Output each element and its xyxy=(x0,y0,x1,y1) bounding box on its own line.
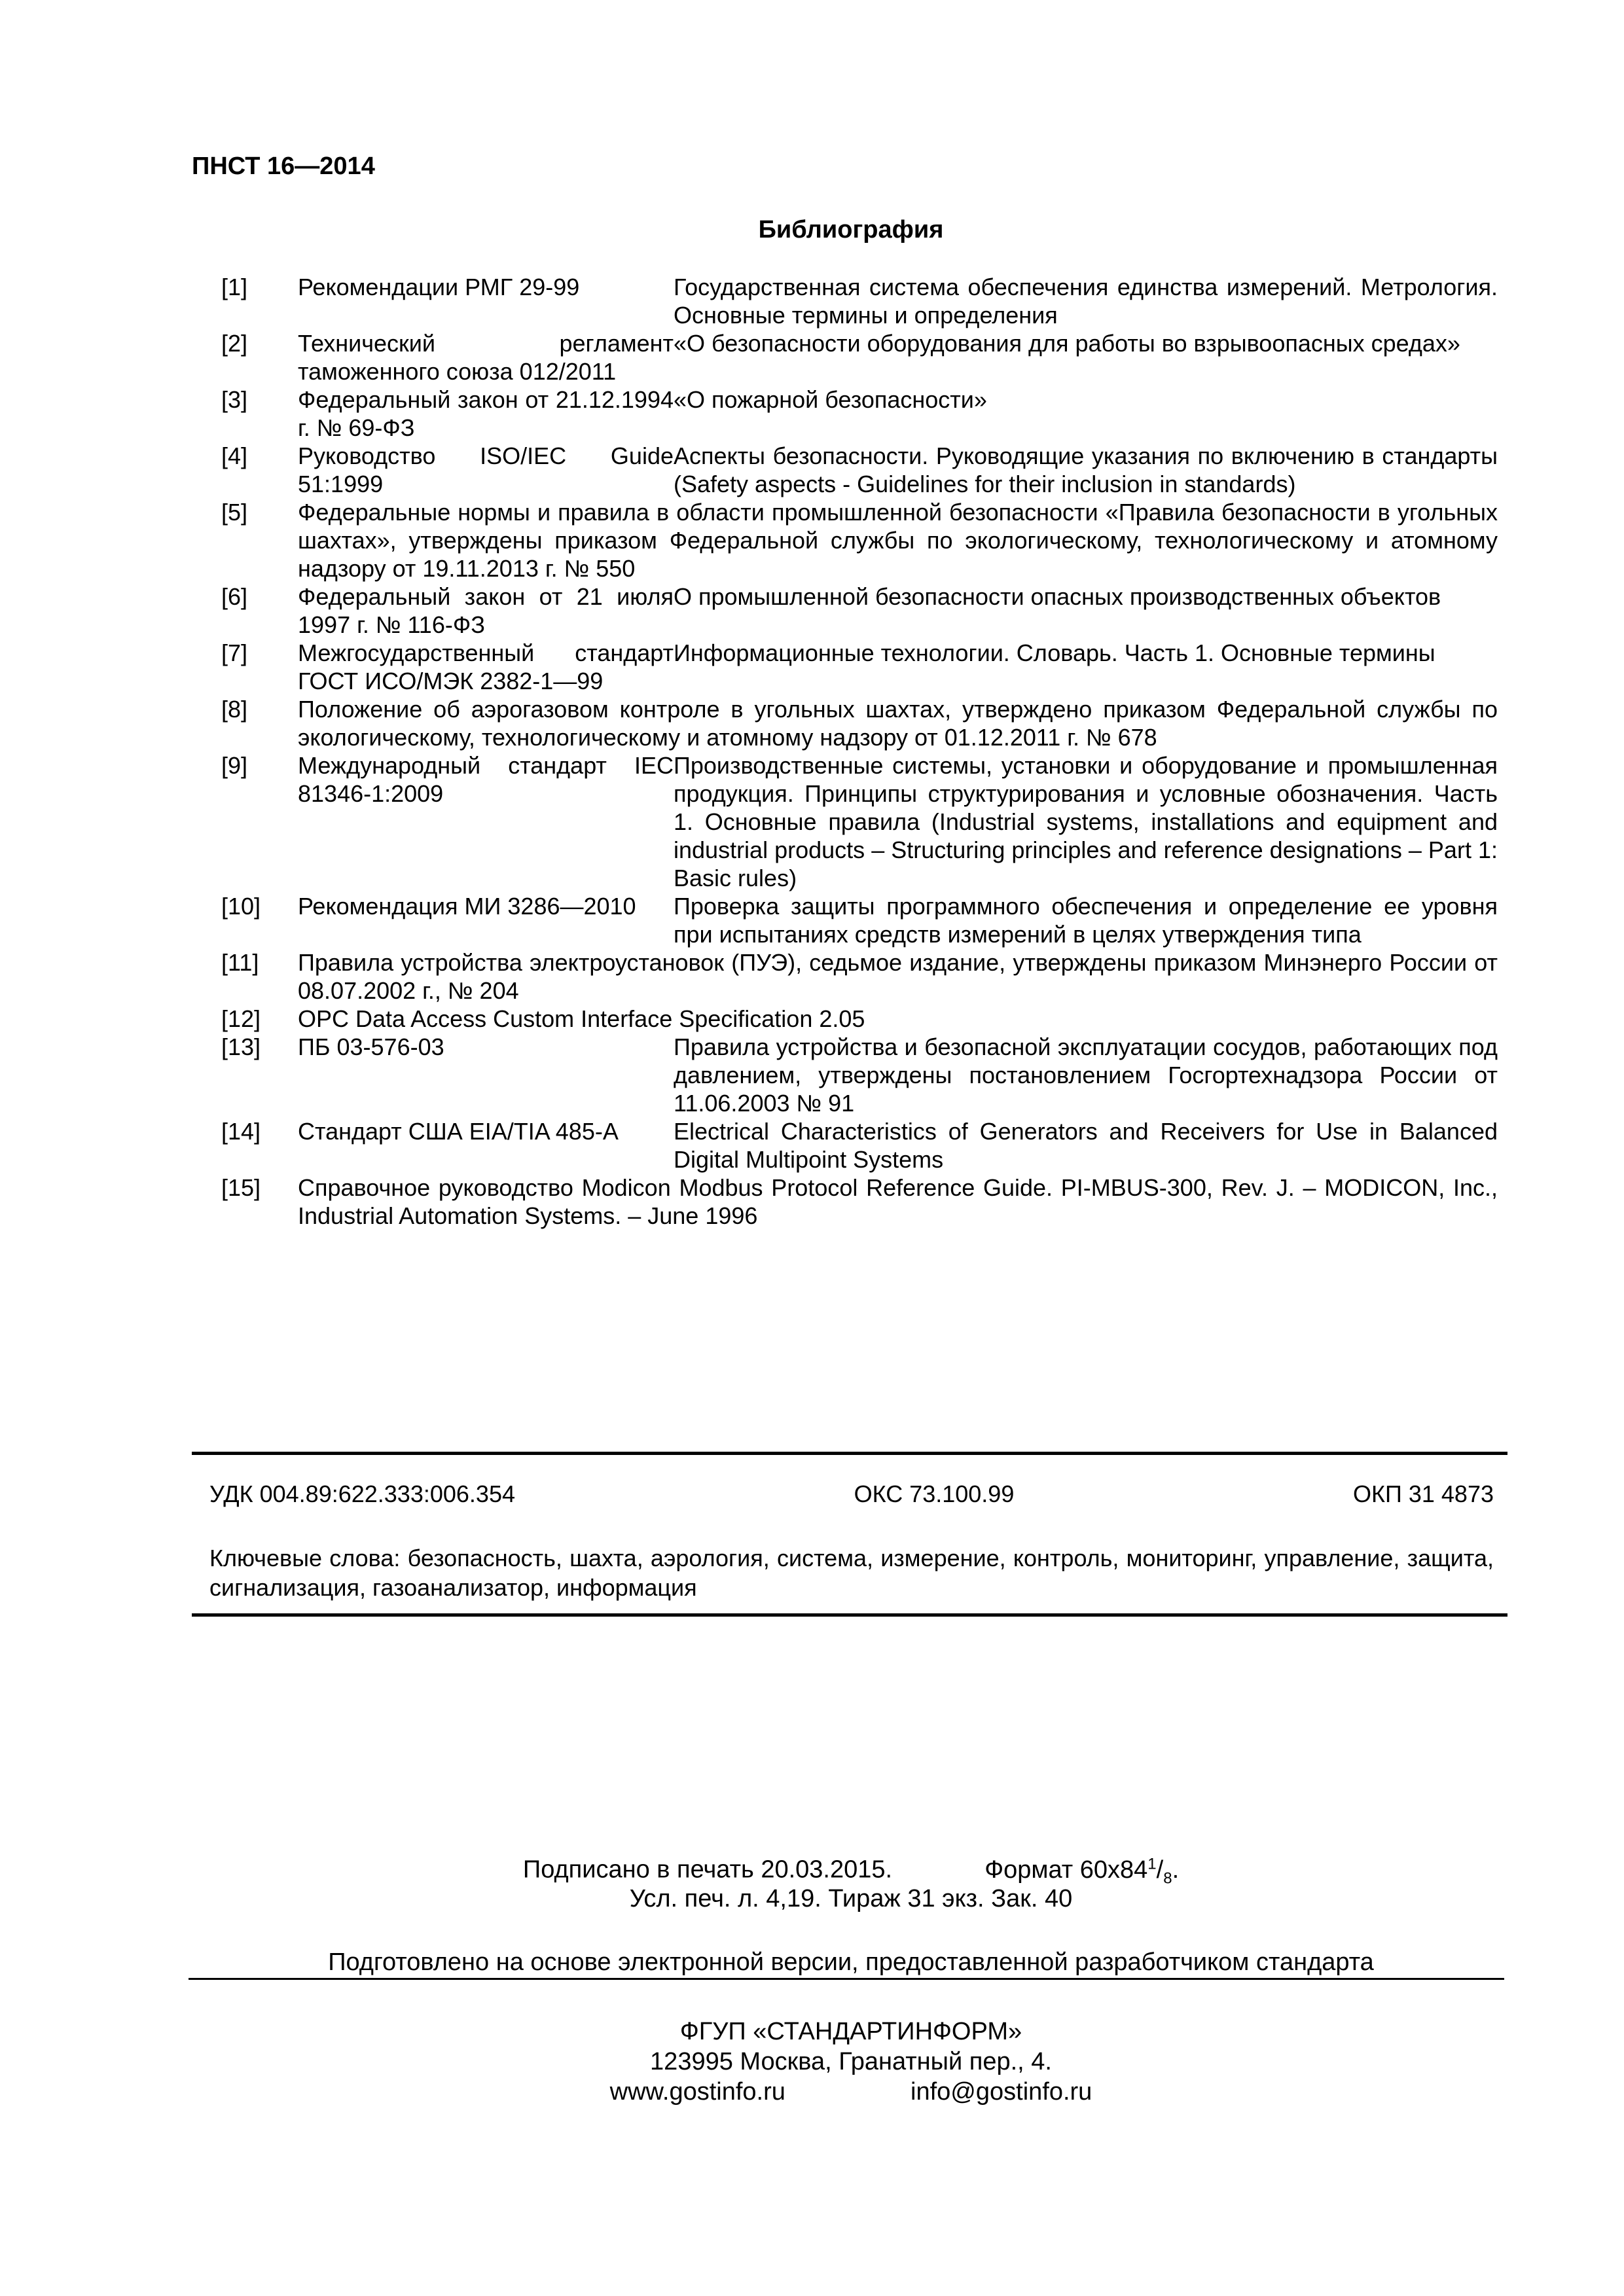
entry-number: [9] xyxy=(221,752,248,779)
entry-description: Государственная система обеспечения единства измерений. Метрология. Основные термины и определения xyxy=(674,274,1498,329)
entry-number: [14] xyxy=(221,1118,261,1145)
bibliography-entry xyxy=(221,1033,1498,1117)
entry-text: OPC Data Access Custom Interface Specification 2.05 xyxy=(298,1005,865,1032)
document-code: ПНСТ 16—2014 xyxy=(192,152,375,180)
bibliography-entry xyxy=(221,948,1498,1005)
entry-number: [1] xyxy=(221,274,248,300)
bibliography-entry xyxy=(221,442,1498,498)
entry-number: [8] xyxy=(221,696,248,723)
entry-number: [4] xyxy=(221,442,248,469)
entry-number: [10] xyxy=(221,893,261,920)
entry-description: Информационные технологии. Словарь. Часть 1. Основные термины xyxy=(674,639,1435,666)
print-details: Усл. печ. л. 4,19. Тираж 31 экз. Зак. 40 xyxy=(629,1885,1073,1912)
entry-number: [13] xyxy=(221,1033,261,1060)
signed-date: Подписано в печать 20.03.2015. xyxy=(522,1856,893,1884)
keywords: Ключевые слова: безопасность, шахта, аэрология, система, измерение, контроль, мониторинг, управление, защита, сигнализация, газоанализатор, информация xyxy=(209,1545,1494,1601)
bibliography-entry xyxy=(221,1174,1498,1230)
classification-row xyxy=(209,1480,1494,1508)
publisher-contacts xyxy=(0,2078,1624,2106)
prepared-divider xyxy=(189,1978,1504,1980)
udk-code: УДК 004.89:622.333:006.354 xyxy=(209,1480,515,1507)
paper-format: Формат $60x84^1/_8$. xyxy=(984,1855,1180,1888)
entry-text: Федеральные нормы и правила в области промышленной безопасности «Правила безопасности в угольных шахтах», утверждены приказом Федеральной службы по экологическому, технологическому и атомному надзору от 19.11.2013 г. № 550 xyxy=(298,499,1498,582)
entry-text: Правила устройства электроустановок (ПУЭ), седьмое издание, утверждены приказом Минэнерго России от 08.07.2002 г., № 204 xyxy=(298,949,1498,1004)
bibliography-entry xyxy=(221,1005,1498,1033)
entry-description: Правила устройства и безопасной эксплуатации сосудов, работающих под давлением, утверждены постановлением Госгортехнадзора России от 11.06.2003 № 91 xyxy=(674,1033,1498,1117)
publisher-name: ФГУП «СТАНДАРТИНФОРМ» xyxy=(679,2018,1022,2045)
bibliography-entry xyxy=(221,583,1498,639)
entry-source: Технический регламент таможенного союза 012/2011 xyxy=(298,330,674,385)
bibliography-entry xyxy=(221,892,1498,948)
entry-source: Международный стандарт IEC 81346-1:2009 xyxy=(298,752,674,807)
entry-number: [12] xyxy=(221,1005,261,1032)
entry-number: [15] xyxy=(221,1174,261,1201)
entry-number: [7] xyxy=(221,639,248,666)
bibliography-entry xyxy=(221,273,1498,329)
bottom-divider xyxy=(192,1613,1507,1617)
entry-number: [11] xyxy=(221,949,259,976)
entry-description: Electrical Characteristics of Generators and Receivers for Use in Balanced Digital Multipoint Systems xyxy=(674,1118,1498,1173)
entry-source: ПБ 03-576-03 xyxy=(298,1033,444,1060)
bibliography-entry xyxy=(221,751,1498,892)
entry-source: Федеральный закон от 21 июля 1997 г. № 116-ФЗ xyxy=(298,583,674,638)
entry-source: Рекомендация МИ 3286—2010 xyxy=(298,893,636,920)
entry-description: О промышленной безопасности опасных производственных объектов xyxy=(674,583,1441,610)
okp-code: ОКП 31 4873 xyxy=(1353,1480,1494,1507)
email-link[interactable]: info@gostinfo.ru xyxy=(911,2078,1092,2106)
entry-source: Рекомендации РМГ 29-99 xyxy=(298,274,580,300)
entry-description: «О безопасности оборудования для работы во взрывоопасных средах» xyxy=(674,330,1460,357)
entry-description: Производственные системы, установки и оборудование и промышленная продукция. Принципы структурирования и условные обозначения. Часть 1. Основные правила (Industrial systems, installations and equipment and industrial products – Structuring principles and reference designations – Part 1: Basic rules) xyxy=(674,752,1498,891)
entry-number: [3] xyxy=(221,386,248,413)
entry-source: Стандарт США EIA/TIA 485-A xyxy=(298,1118,619,1145)
bibliography-entry xyxy=(221,329,1498,386)
print-signed-line xyxy=(0,1855,1624,1888)
entry-source: Федеральный закон от 21.12.1994 г. № 69-ФЗ xyxy=(298,386,674,441)
entry-number: [6] xyxy=(221,583,248,610)
top-divider xyxy=(192,1452,1507,1455)
oks-code: ОКС 73.100.99 xyxy=(854,1480,1015,1507)
entry-description: Аспекты безопасности. Руководящие указания по включению в стандарты (Safety aspects - Guidelines for their inclusion in standards) xyxy=(674,442,1498,497)
bibliography-list xyxy=(221,273,1498,1230)
bibliography-entry xyxy=(221,386,1498,442)
bibliography-title: Библиография xyxy=(758,216,944,243)
entry-number: [5] xyxy=(221,499,248,526)
bibliography-entry xyxy=(221,1117,1498,1174)
entry-text: Справочное руководство Modicon Modbus Protocol Reference Guide. PI-MBUS-300, Rev. J. – MODICON, Inc., Industrial Automation Systems. – June 1996 xyxy=(298,1174,1498,1229)
bibliography-entry xyxy=(221,498,1498,583)
entry-description: «О пожарной безопасности» xyxy=(674,386,987,413)
entry-source: Руководство ISO/IEC Guide 51:1999 xyxy=(298,442,674,497)
entry-source: Межгосударственный стандарт ГОСТ ИСО/МЭК 2382-1—99 xyxy=(298,639,674,694)
bibliography-entry xyxy=(221,695,1498,751)
website-link[interactable]: www.gostinfo.ru xyxy=(609,2078,785,2106)
entry-text: Положение об аэрогазовом контроле в угольных шахтах, утверждено приказом Федеральной службы по экологическому, технологическому и атомному надзору от 01.12.2011 г. № 678 xyxy=(298,696,1498,751)
entry-number: [2] xyxy=(221,330,248,357)
publisher-address: 123995 Москва, Гранатный пер., 4. xyxy=(650,2048,1052,2075)
prepared-note: Подготовлено на основе электронной версии, предоставленной разработчиком стандарта xyxy=(328,1948,1374,1976)
bibliography-entry xyxy=(221,639,1498,695)
entry-description: Проверка защиты программного обеспечения и определение ее уровня при испытаниях средств измерений в целях утверждения типа xyxy=(674,893,1498,948)
